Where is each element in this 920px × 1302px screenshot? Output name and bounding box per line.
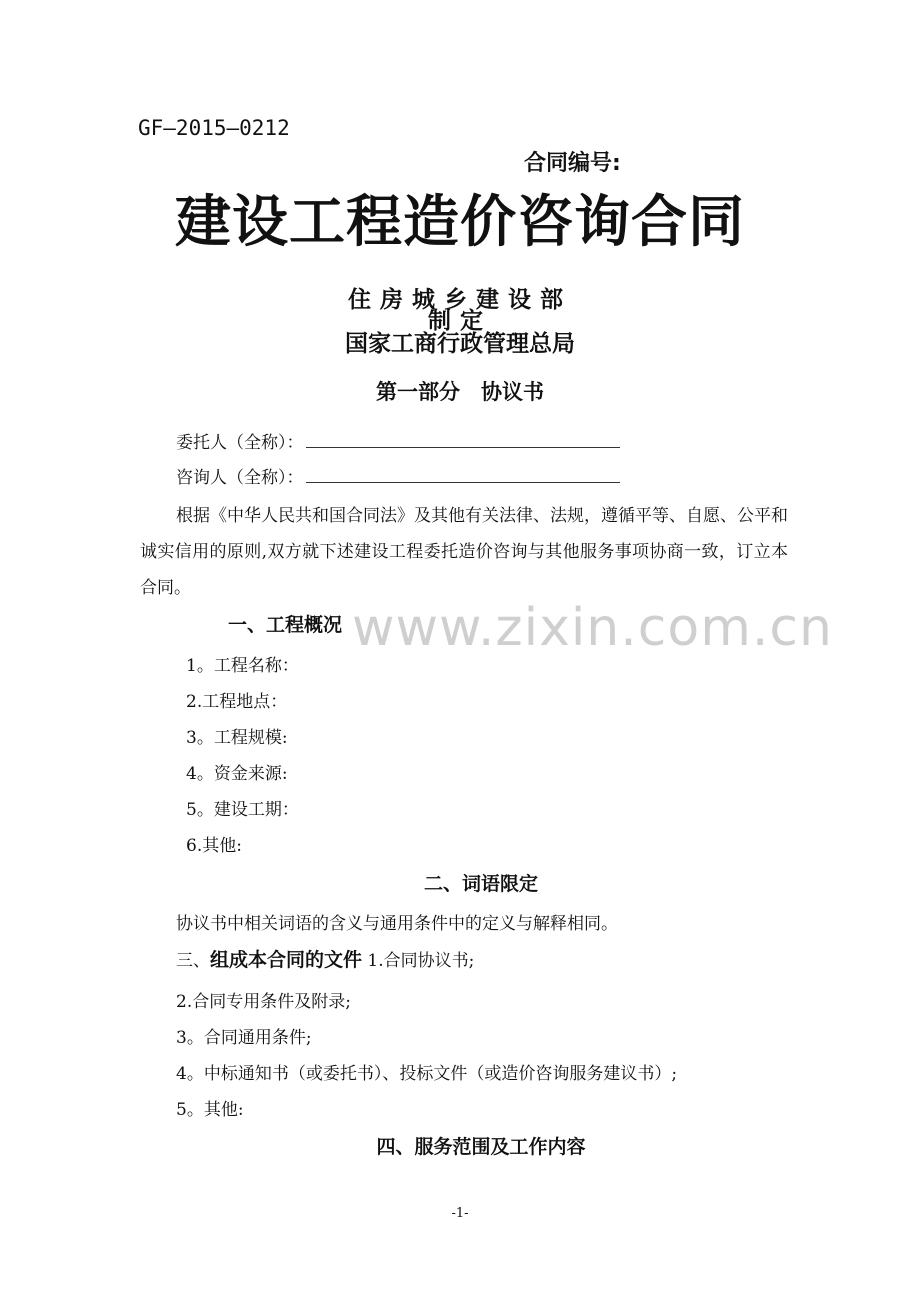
issuer-line-1: 住房城乡建设部 [348,287,572,313]
section-3-prefix: 三、 [176,951,210,971]
issuer-line-2: 制定 [428,308,492,334]
section-1-item: 2.工程地点： [186,692,288,712]
section-3-heading: 组成本合同的文件 [210,949,363,971]
section-4-heading: 四、服务范围及工作内容 [376,1136,586,1158]
watermark: www.zixin.com.cn [352,598,833,658]
section-1-item: 5。建设工期： [186,800,299,820]
client-field [176,428,620,453]
section-3-item: 4。中标通知书（或委托书）、投标文件（或造价咨询服务建议书）; [176,1064,678,1084]
consultant-label: 咨询人（全称）： [176,468,304,488]
section-3-heading-line [176,945,474,972]
section-1-heading: 一、工程概况 [228,614,343,636]
consultant-blank-line[interactable] [306,466,620,483]
client-blank-line[interactable] [306,431,620,448]
consultant-field [176,463,620,488]
section-3-item: 1.合同协议书; [367,951,475,971]
issuer-line-3: 国家工商行政管理总局 [345,331,575,357]
part-title: 第一部分 协议书 [376,380,544,404]
section-3-item: 2.合同专用条件及附录; [176,992,351,1012]
intro-paragraph: 根据《中华人民共和国合同法》及其他有关法律、法规，遵循平等、自愿、公平和诚实信用的原则,双方就下述建设工程委托造价咨询与其他服务事项协商一致，订立本合同。 [140,506,788,598]
section-2-heading: 二、词语限定 [423,873,538,895]
section-3-item: 3。合同通用条件; [176,1028,312,1048]
section-1-item: 4。资金来源: [186,764,288,784]
client-label: 委托人（全称）： [176,433,304,453]
document-code: GF—2015—0212 [138,116,290,140]
section-1-item: 6.其他: [186,836,242,856]
page-number: -1- [451,1206,469,1221]
contract-number-label: 合同编号: [524,151,621,176]
document-title: 建设工程造价咨询合同 [175,190,745,255]
section-3-item: 5。其他: [176,1100,244,1120]
section-1-item: 3。工程规模: [186,728,288,748]
section-1-item: 1。工程名称： [186,656,299,676]
section-2-text: 协议书中相关词语的含义与通用条件中的定义与解释相同。 [176,914,618,934]
